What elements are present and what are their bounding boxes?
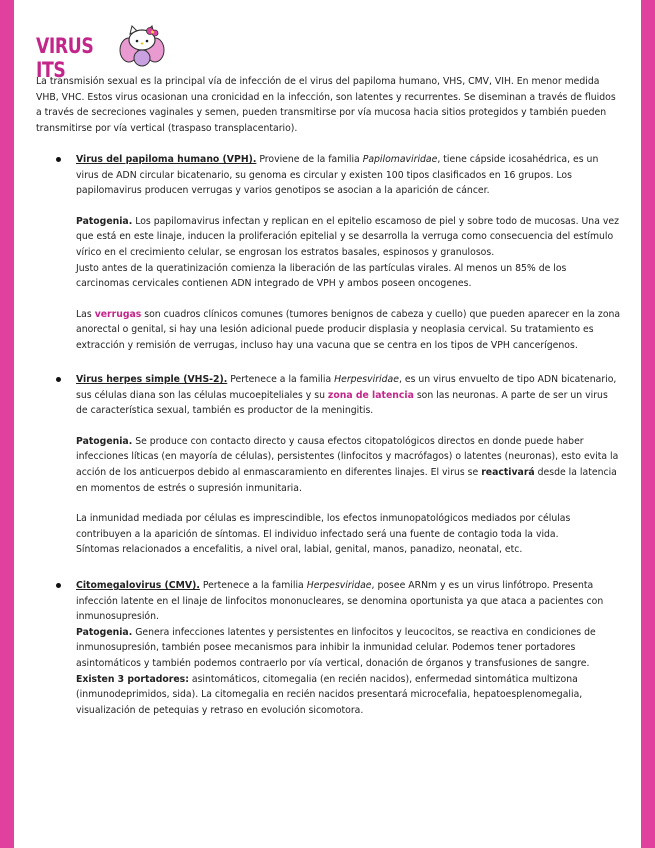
bullet-vph xyxy=(36,152,621,354)
bullet-cmv xyxy=(36,578,621,718)
vhs-text-end: son las neuronas. A parte de ser un virus de característica sexual, también es productor de la meningitis. xyxy=(76,389,608,417)
vhs-latency-highlight: zona de latencia xyxy=(327,389,414,401)
vhs-patogenia-end: desde la latencia en momentos de estrés o supresión inmunitaria. xyxy=(76,466,617,494)
cmv-portadores-label: Existen 3 portadores: xyxy=(76,673,189,685)
cmv-text-cont: , posee ARNm y es un virus linfótropo. Presenta infección latente en el linaje de linfocitos mononucleares, se denomina oportunista ya que ataca a pacientes con inmunosupresión. xyxy=(76,580,604,623)
cmv-patogenia-text: Genera infecciones latentes y persistentes en linfocitos y leucocitos, se reactiva en condiciones de inmunosupresión, también posee mecanismos para inhibir la inmunidad celular. Podemos tener portadores asintomáticos y también podemos contraerlo por vía vertical, donación de órganos y transfusiones de sangre. xyxy=(76,626,596,669)
hello-kitty-icon xyxy=(119,22,165,68)
vhs-patogenia-text: Se produce con contacto directo y causa efectos citopatológicos directos en donde puede haber infecciones líticas (en mayoría de células), persistentes (linfocitos y macrófagos) o latentes (neuronas), esto evita la acción de los anticuerpos debido al enmascaramiento en diferentes linajes. El virus se xyxy=(76,435,619,478)
bullet-dot xyxy=(56,583,61,588)
vph-family: Papilomaviridae xyxy=(362,154,438,165)
cmv-patogenia xyxy=(76,625,621,672)
bullet-dot xyxy=(56,377,61,382)
intro-paragraph: La transmisión sexual es la principal vía de infección de el virus del papiloma humano, VHS, CMV, VIH. En menor medida VHB, VHC. Estos virus ocasionan una cronicidad en la infección, son latentes y recurrentes. Se diseminan a través de fluidos a través de secreciones vaginales y semen, pueden transmitirse por vía mucosa hacia sitios protegidos y también pueden transmitirse por vía vertical (traspaso transplacentario). xyxy=(36,76,616,134)
vhs-text-cont: , es un virus envuelto de tipo ADN bicatenario, sus células diana son las células mucoepiteliales y su xyxy=(76,374,617,401)
vhs-family: Herpesviridae xyxy=(334,374,399,385)
cmv-family: Herpesviridae xyxy=(306,580,372,591)
vph-text: Proviene de la familia xyxy=(256,154,363,165)
vhs-paragraph xyxy=(76,372,621,419)
cmv-portadores xyxy=(76,672,621,719)
vph-term: Virus del papiloma humano (VPH). xyxy=(76,154,257,165)
vph-patogenia-text: Los papilomavirus infectan y replican en el epitelio escamoso de piel y sobre todo de mucosas. Una vez que está en este linaje, inducen la proliferación epitelial y se desarrolla la verruga como consecuencia del estímulo vírico en el crecimiento celular, se engrosan los estratos basales, espinosos y granulosos. xyxy=(76,215,619,258)
page-border-left xyxy=(0,0,14,848)
cmv-patogenia-label: Patogenia. xyxy=(76,626,133,638)
vph-verrugas-highlight: verrugas xyxy=(94,308,142,320)
vph-verr-text: Las xyxy=(76,308,95,320)
vph-patogenia xyxy=(76,214,621,261)
vhs-patogenia xyxy=(76,434,621,496)
vph-verr-text-cont: son cuadros clínicos comunes (tumores benignos de cabeza y cuello) que pueden aparecer en la zona anorectal o genital, si hay una lesión adicional puede producir displasia y neoplasia cervical. Su tratamiento es extracción y remisión de verrugas, incluso hay una vacuna que se centra en los tipos de VPH cancerígenos. xyxy=(76,308,621,351)
vhs-reactivara: reactivará xyxy=(481,466,535,478)
cmv-paragraph xyxy=(76,578,621,625)
cmv-term: Citomegalovirus (CMV). xyxy=(76,580,200,591)
page-border-right xyxy=(641,0,655,848)
cmv-portadores-text: asintomáticos, citomegalia (en recién nacidos), enfermedad sintomática multizona (inmunodeprimidos, sida). La citomegalia en recién nacidos presentará microcefalia, hepatoesplenomegalia, visualización de petequias y retraso en evolución sicomotora. xyxy=(76,673,583,716)
vph-patogenia-2: Justo antes de la queratinización comienza la liberación de las partículas virales. Al menos un 85% de los carcinomas cervicales contienen ADN integrado de VPH y ambos poseen oncogenes. xyxy=(76,262,567,290)
bullet-vhs xyxy=(36,372,621,558)
vhs-patogenia-label: Patogenia. xyxy=(76,435,133,447)
vhs-sintomas: Síntomas relacionados a encefalitis, a nivel oral, labial, genital, manos, panadizo, neonatal, etc. xyxy=(76,544,523,556)
vhs-term: Virus herpes simple (VHS-2). xyxy=(76,374,228,385)
vph-paragraph xyxy=(76,152,621,199)
vhs-inmunidad: La inmunidad mediada por células es imprescindible, los efectos inmunopatológicos mediados por células contribuyen a la aparición de síntomas. El individuo infectado será una fuente de contagio toda la vida. xyxy=(76,513,571,540)
vph-patogenia-label: Patogenia. xyxy=(76,215,133,227)
bullet-dot xyxy=(56,157,61,162)
cmv-text: Pertenece a la familia xyxy=(199,580,307,591)
vhs-text: Pertenece a la familia xyxy=(227,374,335,385)
page-title: VIRUS ITS xyxy=(36,34,94,82)
vph-text-cont: , tiene cápside icosahédrica, es un virus de ADN circular bicatenario, su genoma es circular y existen 100 tipos clasificados en 16 grupos. Los papilomavirus producen verrugas y varios genotipos se asocian a la aparición de cáncer. xyxy=(76,154,599,197)
vph-verrugas xyxy=(76,307,621,354)
